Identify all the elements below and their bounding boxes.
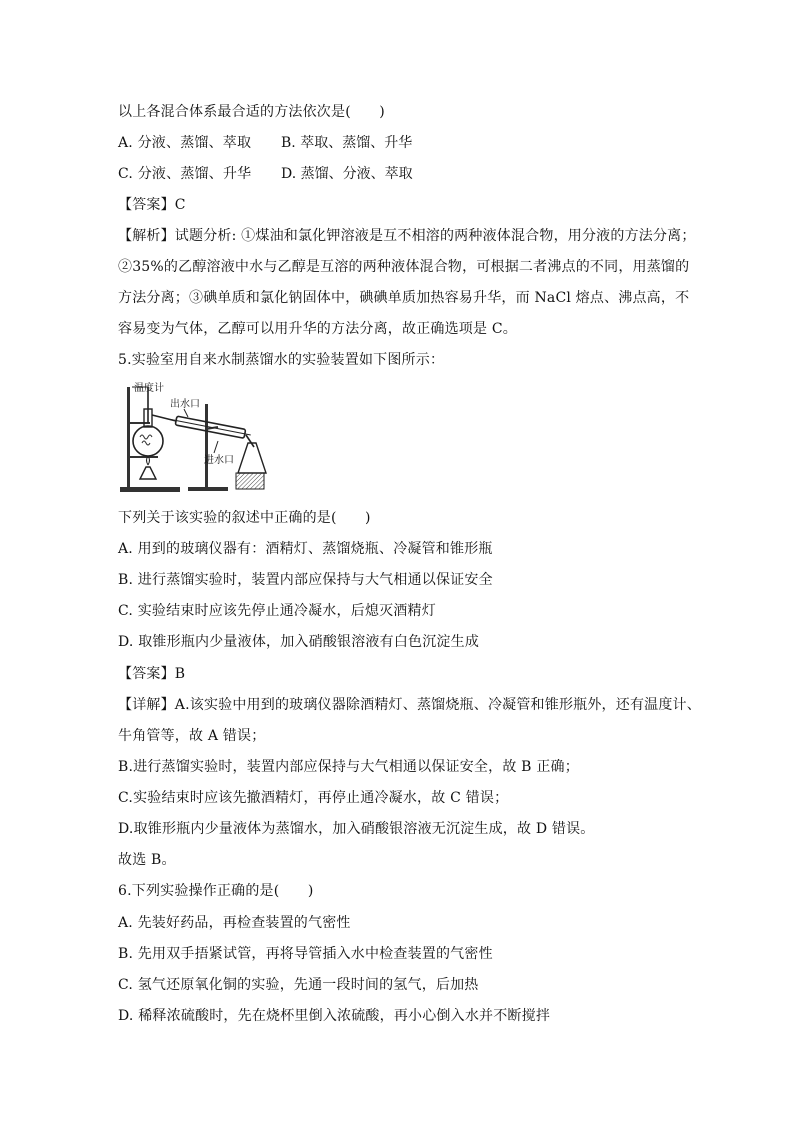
q5-option-d: D. 取锥形瓶内少量液体，加入硝酸银溶液有白色沉淀生成 <box>118 634 480 650</box>
q4-option-d: D. 蒸馏、分液、萃取 <box>281 166 413 182</box>
q4-stem-tail: 以上各混合体系最合适的方法依次是( ) <box>118 104 385 120</box>
q4-option-a: A. 分液、蒸馏、萃取 <box>118 135 252 151</box>
alcohol-lamp <box>140 467 156 479</box>
q4-option-b: B. 萃取、蒸馏、升华 <box>281 135 413 151</box>
flask-stand-block <box>236 473 264 489</box>
q6-option-d: D. 稀释浓硫酸时，先在烧杯里倒入浓硫酸，再小心倒入水并不断搅拌 <box>118 1008 551 1024</box>
distillation-flask <box>133 426 163 456</box>
q5-answer: 【答案】B <box>118 666 186 682</box>
condenser <box>169 415 251 439</box>
q5-detail-line: 【详解】A.该实验中用到的玻璃仪器除酒精灯、蒸馏烧瓶、冷凝管和锥形瓶外，还有温度计、 <box>118 697 701 713</box>
q4-analysis-line: 【解析】试题分析: ①煤油和氯化钾溶液是互不相溶的两种液体混合物，用分液的方法分离； <box>118 228 696 244</box>
q5-option-c: C. 实验结束时应该先停止通冷凝水，后熄灭酒精灯 <box>118 603 436 619</box>
q5-conclusion: 故选 B。 <box>118 852 176 868</box>
q5-option-b: B. 进行蒸馏实验时，装置内部应保持与大气相通以保证安全 <box>118 572 493 588</box>
q4-option-c: C. 分液、蒸馏、升华 <box>118 166 252 182</box>
q6-option-b: B. 先用双手捂紧试管，再将导管插入水中检查装置的气密性 <box>118 946 493 962</box>
q4-answer: 【答案】C <box>118 197 186 213</box>
q5-detail-line: 牛角管等，故 A 错误； <box>118 728 266 744</box>
q5-detail-line: D.取锥形瓶内少量液体为蒸馏水，加入硝酸银溶液无沉淀生成，故 D 错误。 <box>118 821 595 837</box>
q5-detail-line: C.实验结束时应该先撤酒精灯，再停止通冷凝水，故 C 错误； <box>118 790 509 806</box>
q5-option-a: A. 用到的玻璃仪器有：酒精灯、蒸馏烧瓶、冷凝管和锥形瓶 <box>118 541 493 557</box>
q4-analysis-line: 方法分离；③碘单质和氯化钠固体中，碘碘单质加热容易升华，而 NaCl 熔点、沸点高，不 <box>118 290 690 306</box>
stand-rod <box>127 387 130 488</box>
q6-stem: 6.下列实验操作正确的是( ) <box>118 883 314 899</box>
q6-option-c: C. 氢气还原氧化铜的实验，先通一段时间的氢气，后加热 <box>118 977 479 993</box>
q4-analysis-line: 容易变为气体，乙醇可以用升华的方法分离，故正确选项是 C。 <box>118 321 517 337</box>
q5-question: 下列关于该实验的叙述中正确的是( ) <box>118 510 371 526</box>
q5-stem: 5.实验室用自来水制蒸馏水的实验装置如下图所示： <box>118 352 445 368</box>
q4-analysis-line: ②35%的乙醇溶液中水与乙醇是互溶的两种液体混合物，可根据二者沸点的不同，用蒸馏的 <box>118 259 690 275</box>
water-outlet-label: 出水口 <box>170 399 200 410</box>
q5-detail-line: B.进行蒸馏实验时，装置内部应保持与大气相通以保证安全，故 B 正确； <box>118 759 579 775</box>
thermometer-label: 温度计 <box>134 383 164 394</box>
conical-flask <box>238 443 266 473</box>
q6-option-a: A. 先装好药品，再检查装置的气密性 <box>118 915 351 931</box>
water-inlet-label: 进水口 <box>204 455 234 466</box>
distillation-apparatus-figure <box>118 379 268 497</box>
